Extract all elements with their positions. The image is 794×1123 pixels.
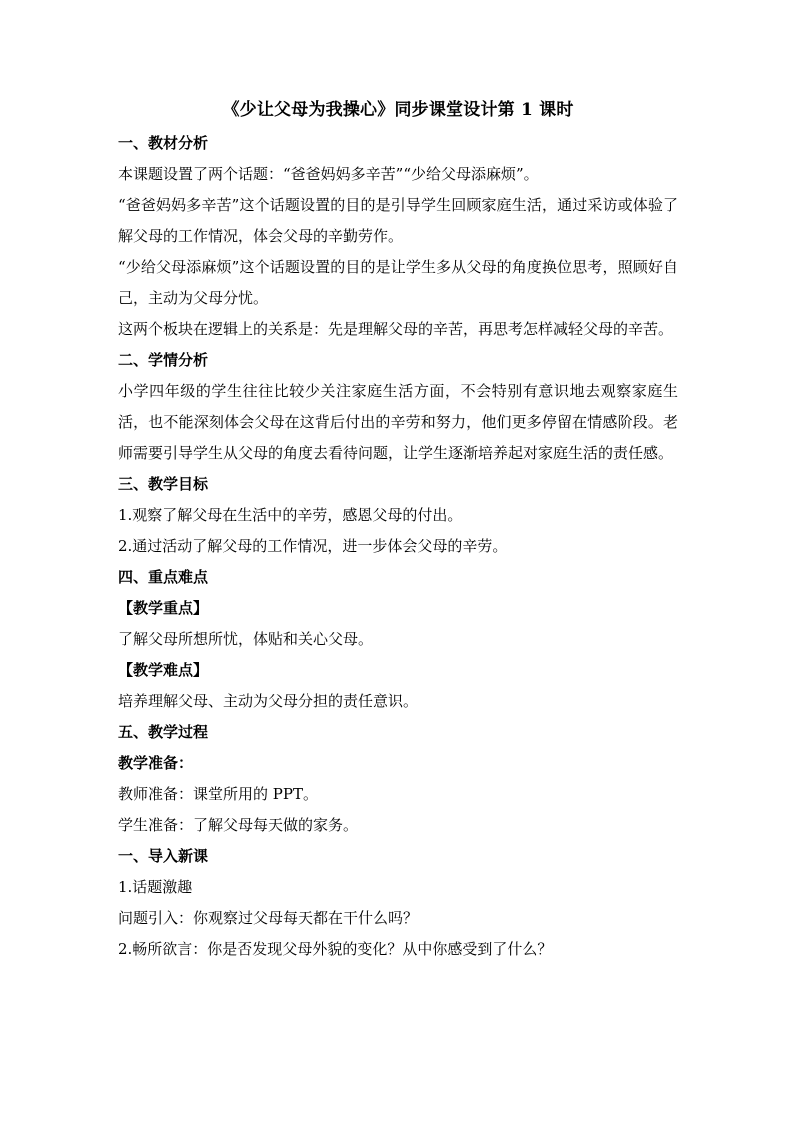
body-paragraph: 1.观察了解父母在生活中的辛劳，感恩父母的付出。 <box>118 506 463 524</box>
body-paragraph: 问题引入：你观察过父母每天都在干什么吗？ <box>118 909 419 927</box>
body-paragraph: 本课题设置了两个话题：“爸爸妈妈多辛苦”“少给父母添麻烦”。 <box>118 165 539 183</box>
document-page <box>118 96 678 965</box>
section-heading: 四、重点难点 <box>118 568 209 586</box>
body-paragraph: 学生准备：了解父母每天做的家务。 <box>118 816 359 834</box>
body-paragraph: 了解父母所想所忧，体贴和关心父母。 <box>118 630 374 648</box>
section-heading: 二、学情分析 <box>118 351 209 369</box>
body-paragraph: 2.畅所欲言：你是否发现父母外貌的变化？从中你感受到了什么？ <box>118 940 553 958</box>
body-paragraph: 教师准备：课堂所用的 PPT。 <box>118 785 318 803</box>
section-heading: 教学准备： <box>118 754 194 772</box>
section-heading: 三、教学目标 <box>118 475 209 493</box>
body-paragraph: 1.话题激趣 <box>118 878 193 896</box>
body-paragraph: “少给父母添麻烦”这个话题设置的目的是让学生多从父母的角度换位思考，照顾好自己，主动为父母分忧。 <box>118 258 678 307</box>
body-paragraph: 2.通过活动了解父母的工作情况，进一步体会父母的辛劳。 <box>118 537 508 555</box>
document-title: 《少让父母为我操心》同步课堂设计第 1 课时 <box>222 100 574 120</box>
body-paragraph: 小学四年级的学生往往比较少关注家庭生活方面，不会特别有意识地去观察家庭生活，也不能深刻体会父母在这背后付出的辛劳和努力，他们更多停留在情感阶段。老师需要引导学生从父母的角度去看待问题，让学生逐渐培养起对家庭生活的责任感。 <box>118 382 678 462</box>
section-heading: 【教学重点】 <box>118 599 209 617</box>
section-heading: 五、教学过程 <box>118 723 209 741</box>
section-heading: 一、教材分析 <box>118 134 209 152</box>
body-paragraph: 这两个板块在逻辑上的关系是：先是理解父母的辛苦，再思考怎样减轻父母的辛苦。 <box>118 320 674 338</box>
section-heading: 【教学难点】 <box>118 661 209 679</box>
body-paragraph: “爸爸妈妈多辛苦”这个话题设置的目的是引导学生回顾家庭生活，通过采访或体验了解父母的工作情况，体会父母的辛勤劳作。 <box>118 196 678 245</box>
document-body <box>118 128 678 965</box>
section-heading: 一、导入新课 <box>118 847 209 865</box>
body-paragraph: 培养理解父母、主动为父母分担的责任意识。 <box>118 692 419 710</box>
